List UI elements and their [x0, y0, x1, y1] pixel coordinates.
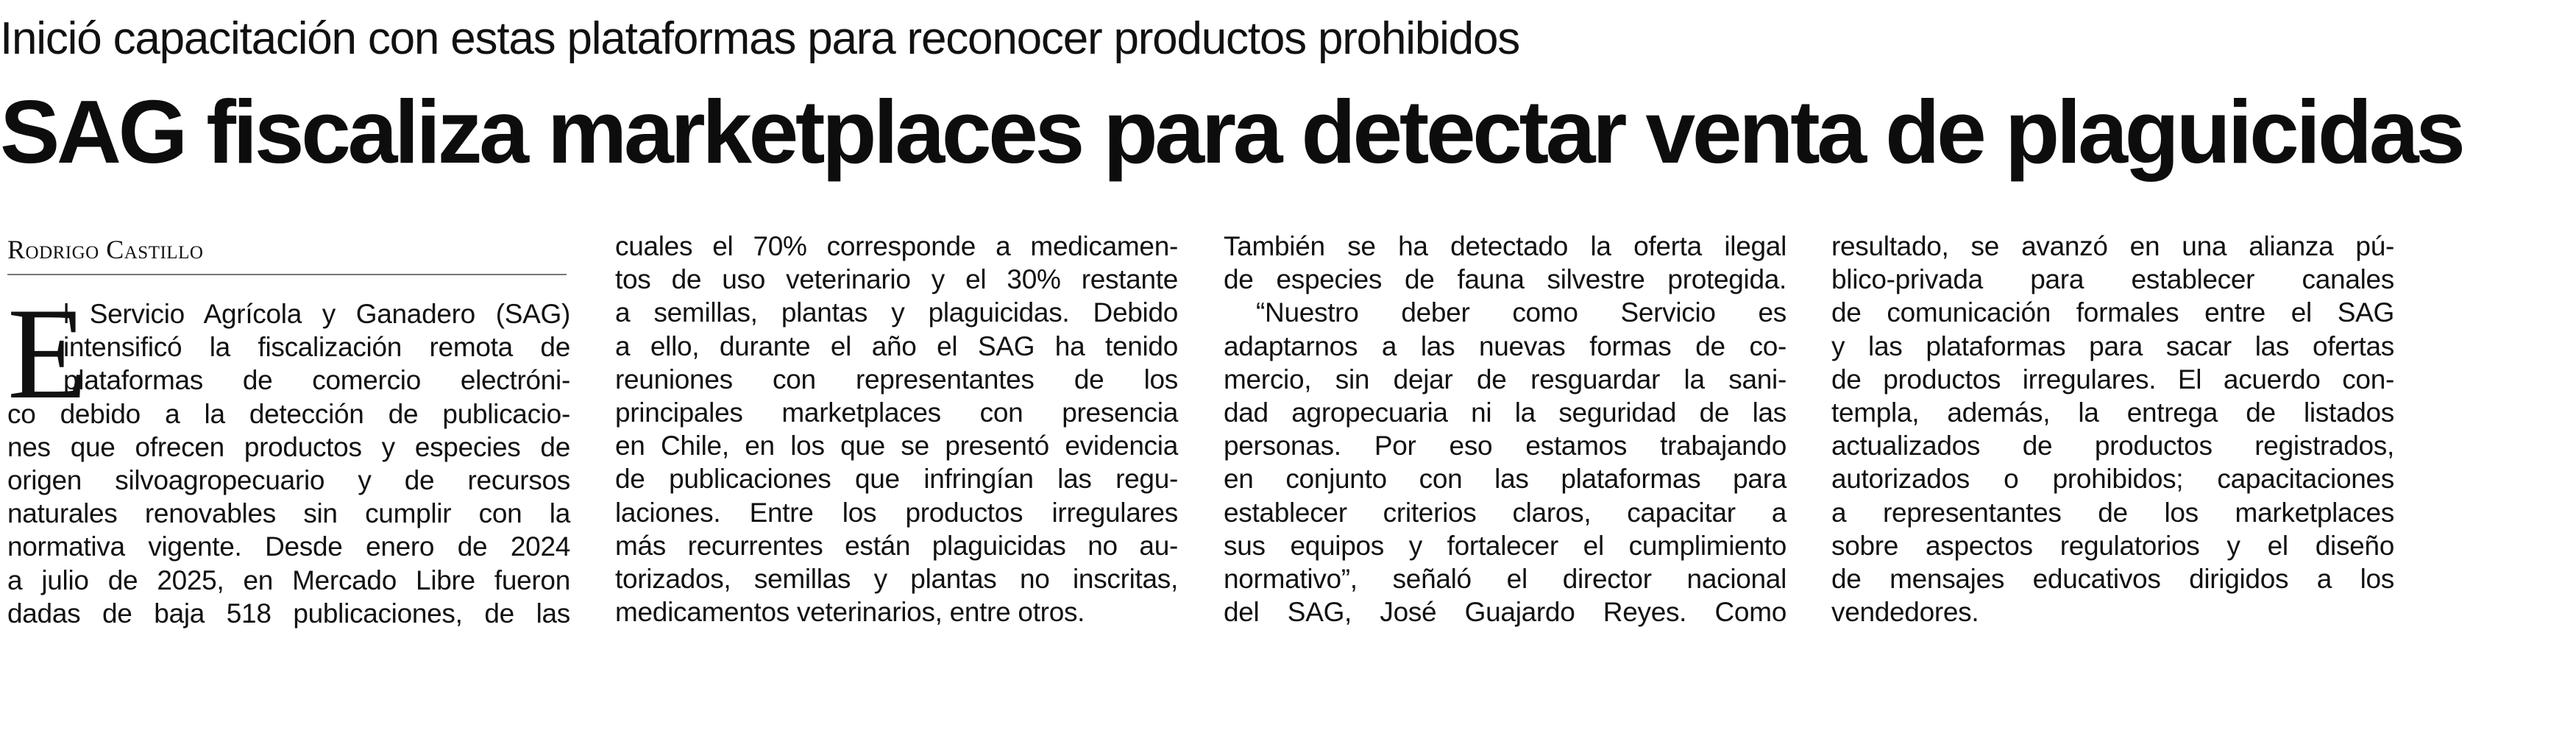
- body-line: principales marketplaces con presencia: [615, 397, 1178, 428]
- byline-rule: [7, 274, 567, 275]
- body-line: a representantes de los marketplaces: [1831, 497, 2394, 528]
- body-line: cuales el 70% corresponde a medicamen-: [615, 231, 1178, 261]
- body-line: en Chile, en los que se presentó evidencia: [615, 431, 1178, 461]
- body-line: en conjunto con las plataformas para: [1224, 464, 1786, 495]
- body-line: normativa vigente. Desde enero de 2024: [7, 531, 570, 562]
- body-line: nes que ofrecen productos y especies de: [7, 431, 570, 462]
- body-line: de mensajes educativos dirigidos a los: [1831, 564, 2394, 595]
- body-line: resultado, se avanzó en una alianza pú-: [1831, 231, 2394, 261]
- body-line: sobre aspectos regulatorios y el diseño: [1831, 530, 2394, 561]
- body-column-3: [1224, 230, 1786, 629]
- body-line: l Servicio Agrícola y Ganadero (SAG): [63, 299, 570, 329]
- body-line: establecer criterios claros, capacitar a: [1224, 497, 1786, 528]
- body-line: reuniones con representantes de los: [615, 364, 1178, 394]
- body-line: origen silvoagropecuario y de recursos: [7, 465, 570, 496]
- body-line: intensificó la fiscalización remota de: [63, 332, 570, 363]
- body-line: a ello, durante el año el SAG ha tenido: [615, 330, 1178, 361]
- body-line: laciones. Entre los productos irregulares: [615, 497, 1178, 528]
- body-line: actualizados de productos registrados,: [1831, 431, 2394, 461]
- body-line: de productos irregulares. El acuerdo con-: [1831, 364, 2394, 394]
- body-line: sus equipos y fortalecer el cumplimiento: [1224, 530, 1786, 561]
- body-line: de especies de fauna silvestre protegida.: [1224, 264, 1786, 295]
- body-line: torizados, semillas y plantas no inscritas,: [615, 564, 1178, 595]
- body-line: más recurrentes están plaguicidas no au-: [615, 530, 1178, 561]
- body-column-4: [1831, 230, 2394, 629]
- body-line: “Nuestro deber como Servicio es: [1256, 297, 1786, 328]
- body-column-1: [7, 280, 570, 630]
- drop-cap: E: [7, 280, 88, 426]
- body-line: normativo”, señaló el director nacional: [1224, 564, 1786, 595]
- body-line: mercio, sin dejar de resguardar la sani-: [1224, 364, 1786, 394]
- body-line: personas. Por eso estamos trabajando: [1224, 431, 1786, 461]
- body-line: y las plataformas para sacar las ofertas: [1831, 330, 2394, 361]
- body-line: plataformas de comercio electróni-: [63, 365, 570, 396]
- body-column-2: [615, 230, 1178, 629]
- body-line: medicamentos veterinarios, entre otros.: [615, 597, 1085, 628]
- headline: SAG fiscaliza marketplaces para detectar venta de plaguicidas: [0, 82, 2463, 182]
- body-line: de comunicación formales entre el SAG: [1831, 297, 2394, 328]
- body-line: blico-privada para establecer canales: [1831, 264, 2394, 295]
- body-line: naturales renovables sin cumplir con la: [7, 498, 570, 529]
- body-line: autorizados o prohibidos; capacitaciones: [1831, 464, 2394, 495]
- body-line: tos de uso veterinario y el 30% restante: [615, 264, 1178, 295]
- body-line: del SAG, José Guajardo Reyes. Como: [1224, 597, 1786, 628]
- kicker: Inició capacitación con estas plataformas para reconocer productos prohibidos: [0, 13, 1520, 64]
- body-line: co debido a la detección de publicacio-: [7, 398, 570, 429]
- body-line: a semillas, plantas y plaguicidas. Debido: [615, 297, 1178, 328]
- byline: Rodrigo Castillo: [7, 235, 204, 264]
- body-line: También se ha detectado la oferta ilegal: [1224, 231, 1786, 261]
- body-line: templa, además, la entrega de listados: [1831, 397, 2394, 428]
- body-line: a julio de 2025, en Mercado Libre fueron: [7, 565, 570, 595]
- body-line: dadas de baja 518 publicaciones, de las: [7, 598, 570, 629]
- body-line: adaptarnos a las nuevas formas de co-: [1224, 330, 1786, 361]
- body-line: de publicaciones que infringían las regu-: [615, 464, 1178, 495]
- body-line: vendedores.: [1831, 597, 1979, 628]
- body-line: dad agropecuaria ni la seguridad de las: [1224, 397, 1786, 428]
